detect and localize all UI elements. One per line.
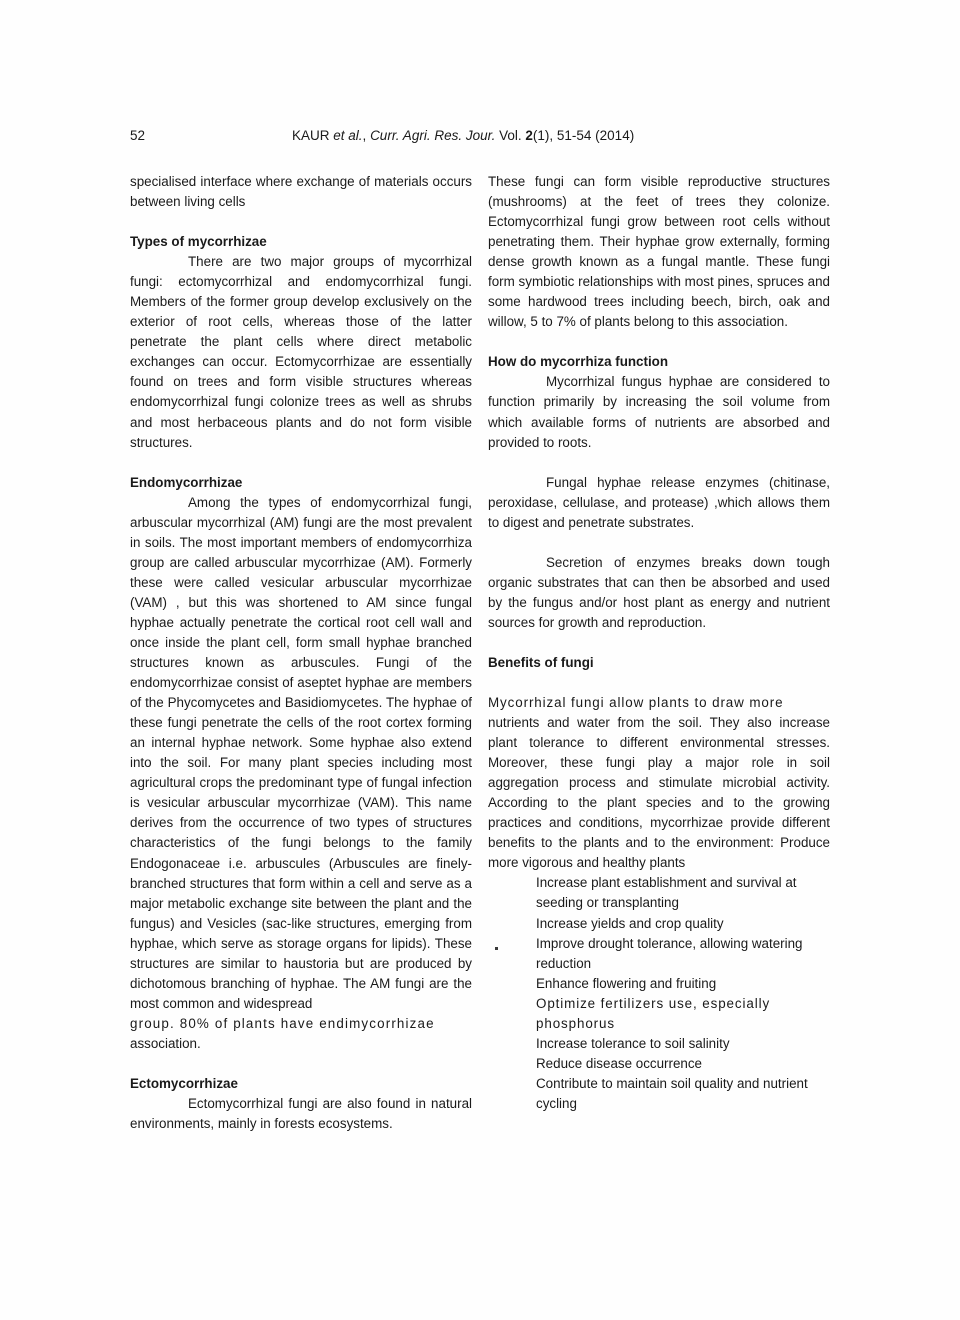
heading-how-do-mycorrhiza-function: How do mycorrhiza function [488,354,669,370]
benefits-list [488,873,830,1114]
journal-citation [292,126,634,146]
heading-ectomycorrhizae: Ectomycorrhizae [130,1075,238,1091]
spacer [130,453,472,473]
spacer [488,633,830,653]
list-item: Enhance flowering and fruiting [536,975,717,991]
spacer [488,673,830,693]
list-item: Increase yields and crop quality [536,915,724,931]
list-item: Increase tolerance to soil salinity [536,1035,730,1051]
spacer [130,1054,472,1074]
spacer [488,332,830,352]
right-column [488,172,830,1114]
paragraph-types-of-mycorrhizae: There are two major groups of mycorrhizal fungi: ectomycorrhizal and endomycorrhizal fungi. Members of the former group develop exclusively on the exterior of root cells, whereas those of the latter penetrate the plant cells where direct metabolic exchanges can occur. Ectomycorrhizae are essentially found on trees and form visible structures whereas endomycorrhizal fungi colonize trees as well as shrubs and most herbaceous plants and do not form visible structures. [130,254,472,450]
paragraph-benefits-intro-first-line: Mycorrhizal fungi allow plants to draw more [488,694,784,710]
list-item: Reduce disease occurrence [536,1055,702,1071]
heading-endomycorrhizae: Endomycorrhizae [130,474,243,490]
citation-journal: Curr. Agri. Res. Jour. [370,128,496,143]
paragraph-function-2: Fungal hyphae release enzymes (chitinase, peroxidase, cellulase, and protease) ,which allows them to digest and penetrate substrates. [488,474,830,530]
bullet-icon [495,947,498,950]
paragraph-endomycorrhizae-tail: association. [130,1035,201,1051]
list-item: Optimize fertilizers use, especially phosphorus [536,995,771,1031]
heading-benefits-of-fungi: Benefits of fungi [488,654,594,670]
citation-authors: KAUR [292,128,334,143]
spacer [130,212,472,232]
paragraph-endomycorrhizae: Among the types of endomycorrhizal fungi, arbuscular mycorrhizal (AM) fungi are the most prevalent in soils. The most important members of endomycorrhiza group are called arbuscular mycorrhizae (AM). Formerly these were called vesicular arbuscular mycorrhizae (VAM) , but this was shortened to AM since fungal hyphae actually penetrate the cortical root cell wall and once inside the plant cell, form small hyphae branched structures known as arbuscules. Fungi of the endomycorrhizae consist of aseptet hyphae are members of the Phycomycetes and Basidiomycetes. The hyphae of these fungi penetrate the cells of the root cortex forming an internal hyphae network. Some hyphae also extend into the soil. For many plant species including most agricultural crops the predominant type of fungal infection is vesicular arbuscular mycorrhizae (VAM). This name derives from the occurrence of two types of structures characteristics of the fungi belongs to the family Endogonaceae i.e. arbuscules (Arbuscules are finely-branched structures that form within a cell and serve as a major metabolic exchange site between the plant and the fungus) and Vesicles (sac-like structures, emerging from hyphae, which serve as storage organs for lipids). These structures are similar to haustoria but are produced by dichotomous branching of hyphae. The AM fungi are the most common and widespread [130,494,472,1011]
citation-volume: 2 [525,128,533,143]
paragraph-function-1: Mycorrhizal fungus hyphae are considered to function primarily by increasing the soil volume from which available forms of nutrients are absorbed and provided to roots. [488,374,830,450]
left-column [130,172,472,1134]
citation-issue-pages: (1), 51-54 (2014) [532,128,635,143]
citation-comma: , [362,128,371,143]
list-item: Improve drought tolerance, allowing watering reduction [536,935,803,971]
page-number: 52 [130,128,146,143]
citation-vol-label: Vol. [495,128,526,143]
paragraph-ectomycorrhizae-continued: These fungi can form visible reproductive structures (mushrooms) at the feet of trees they colonize. Ectomycorrhizal fungi grow between root cells without penetrating them. Their hyphae grow externally, forming dense growth known as a fungal mantle. These fungi form symbiotic relationships with most pines, spruces and some hardwood trees including beech, birch, oak and willow, 5 to 7% of plants belong to this association. [488,174,830,330]
heading-types-of-mycorrhizae: Types of mycorrhizae [130,234,267,250]
paragraph-continued: specialised interface where exchange of materials occurs between living cells [130,174,472,210]
citation-et-al: et al. [333,128,363,143]
list-item: Contribute to maintain soil quality and nutrient cycling [536,1075,808,1111]
paragraph-benefits-intro: nutrients and water from the soil. They also increase plant tolerance to different environmental stresses. Moreover, these fungi play a major role in soil aggregation process and stimulate microbial activity. According to the plant species and to the growing practices and conditions, mycorrhizae provide different benefits to the plants and to the environment: Produce more vigorous and healthy plants [488,715,830,871]
paragraph-endomycorrhizae-line: group. 80% of plants have endimycorrhizae [130,1015,435,1031]
running-head [130,126,830,146]
paragraph-function-3: Secretion of enzymes breaks down tough organic substrates that can then be absorbed and used by the fungus and/or host plant as energy and nutrient sources for growth and reproduction. [488,554,830,630]
spacer [488,453,830,473]
paragraph-ectomycorrhizae: Ectomycorrhizal fungi are also found in natural environments, mainly in forests ecosystems. [130,1096,472,1132]
spacer [488,533,830,553]
list-item: Increase plant establishment and survival at seeding or transplanting [536,875,797,911]
